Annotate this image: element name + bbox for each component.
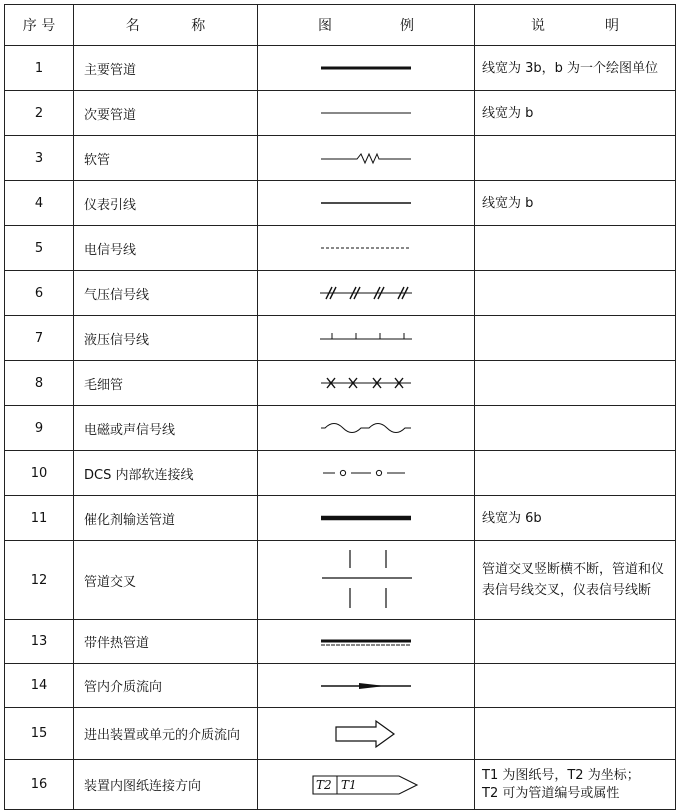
row-name: 主要管道 — [74, 46, 258, 91]
row-number: 8 — [5, 361, 74, 406]
row-desc — [475, 226, 676, 271]
row-name: 带伴热管道 — [74, 620, 258, 664]
table-row — [5, 451, 676, 496]
row-name: 管道交叉 — [74, 541, 258, 620]
header-symbol: 图 例 — [258, 5, 475, 46]
row-name: 液压信号线 — [74, 316, 258, 361]
row-desc — [475, 361, 676, 406]
legend-table — [4, 4, 676, 810]
row-name: 气压信号线 — [74, 271, 258, 316]
table-row — [5, 46, 676, 91]
hose-zigzag-icon — [258, 136, 475, 181]
traced-pipe-icon — [258, 620, 475, 664]
table-row — [5, 91, 676, 136]
table-row — [5, 136, 676, 181]
header-name: 名 称 — [74, 5, 258, 46]
row-name: 催化剂输送管道 — [74, 496, 258, 541]
row-name: 电信号线 — [74, 226, 258, 271]
row-name: 装置内图纸连接方向 — [74, 760, 258, 810]
row-desc: 管道交叉竖断横不断，管道和仪表信号线交叉，仪表信号线断 — [475, 541, 676, 620]
row-desc: 线宽为 3b，b 为一个绘图单位 — [475, 46, 676, 91]
wave-line-icon — [258, 406, 475, 451]
table-row — [5, 760, 676, 810]
row-number: 9 — [5, 406, 74, 451]
row-desc — [475, 620, 676, 664]
row-name: 管内介质流向 — [74, 664, 258, 708]
flow-arrow-icon — [258, 664, 475, 708]
row-desc — [475, 708, 676, 760]
row-number: 15 — [5, 708, 74, 760]
row-desc — [475, 316, 676, 361]
table-row — [5, 708, 676, 760]
row-number: 2 — [5, 91, 74, 136]
instrument-line-icon — [258, 181, 475, 226]
extra-thick-line-icon — [258, 496, 475, 541]
row-name: DCS 内部软连接线 — [74, 451, 258, 496]
table-row — [5, 226, 676, 271]
connector-tag-icon — [258, 760, 475, 810]
header-row — [5, 5, 676, 46]
row-number: 6 — [5, 271, 74, 316]
row-desc: 线宽为 b — [475, 181, 676, 226]
x-cross-line-icon — [258, 361, 475, 406]
row-desc — [475, 451, 676, 496]
table-row — [5, 496, 676, 541]
row-name: 毛细管 — [74, 361, 258, 406]
connector-tag-right: T1 — [341, 777, 357, 792]
table-row — [5, 271, 676, 316]
row-desc — [475, 271, 676, 316]
table-row — [5, 664, 676, 708]
dashed-line-icon — [258, 226, 475, 271]
row-desc — [475, 760, 676, 810]
row-desc — [475, 136, 676, 181]
row-number: 10 — [5, 451, 74, 496]
hollow-arrow-icon — [258, 708, 475, 760]
table-row — [5, 361, 676, 406]
circle-dot-line-icon — [258, 451, 475, 496]
row-desc — [475, 406, 676, 451]
row-name: 进出装置或单元的介质流向 — [74, 708, 258, 760]
table-row — [5, 541, 676, 620]
row-name: 软管 — [74, 136, 258, 181]
row-desc: 线宽为 b — [475, 91, 676, 136]
row-number: 14 — [5, 664, 74, 708]
row-name: 次要管道 — [74, 91, 258, 136]
header-no: 序 号 — [5, 5, 74, 46]
row-number: 7 — [5, 316, 74, 361]
connector-tag-left: T2 — [316, 777, 332, 792]
table-row — [5, 316, 676, 361]
row-number: 11 — [5, 496, 74, 541]
table-row — [5, 406, 676, 451]
row-desc: 线宽为 6b — [475, 496, 676, 541]
row-number: 3 — [5, 136, 74, 181]
table-row — [5, 181, 676, 226]
row-desc-line: T1 为图纸号，T2 为坐标； — [482, 767, 640, 783]
row-number: 4 — [5, 181, 74, 226]
row-name: 仪表引线 — [74, 181, 258, 226]
row-name: 电磁或声信号线 — [74, 406, 258, 451]
row-desc-line: T2 可为管道编号或属性 — [482, 785, 620, 801]
thick-line-icon — [258, 46, 475, 91]
row-number: 12 — [5, 541, 74, 620]
row-number: 16 — [5, 760, 74, 810]
row-number: 13 — [5, 620, 74, 664]
header-desc: 说 明 — [475, 5, 676, 46]
thin-line-icon — [258, 91, 475, 136]
table-row — [5, 620, 676, 664]
double-slash-line-icon — [258, 271, 475, 316]
row-desc — [475, 664, 676, 708]
row-number: 1 — [5, 46, 74, 91]
pipe-crossing-icon — [258, 541, 475, 620]
l-tick-line-icon — [258, 316, 475, 361]
row-number: 5 — [5, 226, 74, 271]
